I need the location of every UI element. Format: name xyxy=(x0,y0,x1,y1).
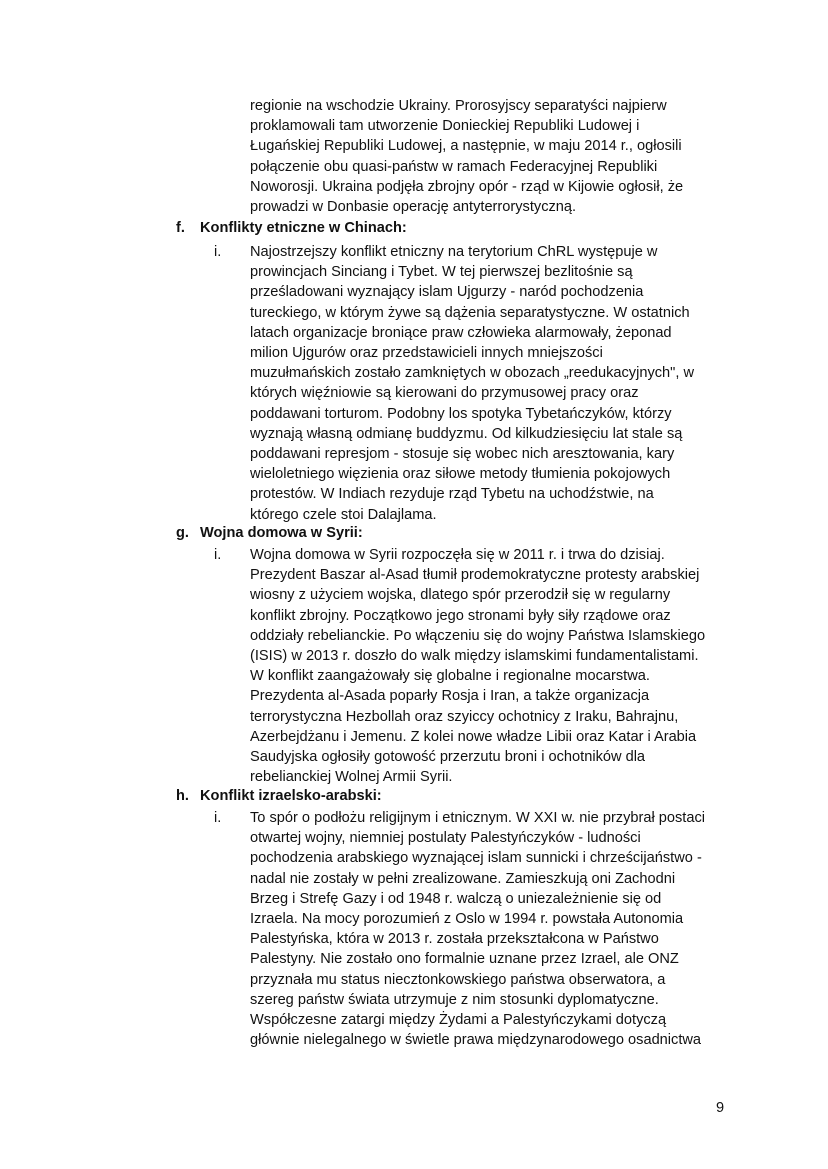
text-line: otwartej wojny, niemniej postulaty Palestyńczyków - ludności xyxy=(250,830,641,847)
continuation-paragraph xyxy=(250,96,740,217)
roman-numeral: i. xyxy=(214,810,222,826)
text-line: proklamowali tam utworzenie Donieckiej Republiki Ludowej i xyxy=(250,118,640,135)
text-line: Saudyjska ogłosiły gotowość przerzutu broni i ochotników dla xyxy=(250,749,646,766)
text-line: milion Ujgurów oraz przedstawicieli innych mniejszości xyxy=(250,345,603,362)
text-line: przyznała mu status niecztonkowskiego państwa obserwatora, a xyxy=(250,971,666,988)
text-line: wieloletniego więzienia oraz siłowe metody tłumienia pokojowych xyxy=(250,466,671,483)
section-f-paragraph xyxy=(214,242,744,525)
text-line: Brzeg i Strefę Gazy i od 1948 r. walczą o uniezależnienie się od xyxy=(250,890,662,907)
section-heading-g xyxy=(176,523,736,543)
text-line: protestów. W Indiach rezyduje rząd Tybetu na uchodźstwie, na xyxy=(250,486,654,503)
section-heading-f xyxy=(176,218,736,238)
text-line: Prezydent Baszar al-Asad tłumił prodemokratyczne protesty arabskiej xyxy=(250,567,700,584)
text-line: których więźniowie są kierowani do przymusowej pracy oraz xyxy=(250,385,639,402)
section-h-paragraph xyxy=(214,808,744,1050)
section-title: Wojna domowa w Syrii: xyxy=(200,525,363,541)
section-letter: f. xyxy=(176,220,185,236)
text-line: nadal nie zostały w pełni zrealizowane. Zamieszkują oni Zachodni xyxy=(250,870,676,887)
text-line: Izraela. Na mocy porozumień z Oslo w 1994 r. powstała Autonomia xyxy=(250,911,684,928)
text-line: poddawani torturom. Podobny los spotyka Tybetańczyków, którzy xyxy=(250,405,672,422)
roman-numeral: i. xyxy=(214,244,222,260)
text-line: oddziały rebelianckie. Po włączeniu się do wojny Państwa Islamskiego xyxy=(250,627,706,644)
text-line: poddawani represjom - stosuje się wobec nich aresztowania, kary xyxy=(250,446,675,463)
text-line: To spór o podłożu religijnym i etnicznym. W XXI w. nie przybrał postaci xyxy=(250,810,706,826)
section-title: Konflikty etniczne w Chinach: xyxy=(200,220,407,236)
text-line: latach organizacje broniące praw człowieka alarmowały, żeponad xyxy=(250,324,672,341)
text-line: Noworosji. Ukraina podjęła zbrojny opór - rząd w Kijowie ogłosił, że xyxy=(250,178,684,195)
text-line: pochodzenia arabskiego wyznającej islam sunnicki i chrześcijaństwo - xyxy=(250,850,702,867)
section-title: Konflikt izraelsko-arabski: xyxy=(200,788,382,804)
text-line: rebelianckiej Wolnej Armii Syrii. xyxy=(250,769,453,786)
text-line: którego czele stoi Dalajlama. xyxy=(250,506,437,523)
text-line: W konflikt zaangażowały się globalne i regionalne mocarstwa. xyxy=(250,668,650,685)
text-line: połączenie obu quasi-państw w ramach Federacyjnej Republiki xyxy=(250,158,658,175)
text-line: Azerbejdżanu i Jemenu. Z kolei nowe władze Libii oraz Katar i Arabia xyxy=(250,728,697,745)
text-line: prowincjach Sinciang i Tybet. W tej pierwszej bezlitośnie są xyxy=(250,264,633,281)
text-line: (ISIS) w 2013 r. doszło do walk między islamskimi fundamentalistami. xyxy=(250,648,699,665)
text-line: prześladowani wyznający islam Ujgurzy - naród pochodzenia xyxy=(250,284,644,301)
text-line: muzułmańskich zostało zamkniętych w obozach „reedukacyjnych", w xyxy=(250,365,694,382)
text-line: wiosny z użyciem wojska, dlatego spór przerodził się w regularny xyxy=(250,587,671,604)
text-line: prowadzi w Donbasie operację antyterrorystyczną. xyxy=(250,199,577,216)
roman-numeral: i. xyxy=(214,547,222,563)
text-line: tureckiego, w którym żywe są dążenia separatystyczne. W ostatnich xyxy=(250,304,690,321)
text-line: Palestyńska, która w 2013 r. została przekształcona w Państwo xyxy=(250,931,659,948)
text-line: konflikt zbrojny. Początkowo jego stronami były siły rządowe oraz xyxy=(250,607,671,624)
section-letter: g. xyxy=(176,525,189,541)
text-line: Palestyny. Nie zostało ono formalnie uznane przez Izrael, ale ONZ xyxy=(250,951,679,968)
section-g-paragraph xyxy=(214,545,744,787)
text-line: głównie nielegalnego w świetle prawa międzynarodowego osadnictwa xyxy=(250,1032,702,1049)
text-line: Ługańskiej Republiki Ludowej, a następnie, w maju 2014 r., ogłosili xyxy=(250,138,682,155)
text-line: wyznają własną odmianę buddyzmu. Od kilkudziesięciu lat stale są xyxy=(250,425,683,442)
section-letter: h. xyxy=(176,788,189,804)
section-heading-h xyxy=(176,786,736,806)
text-line: regionie na wschodzie Ukrainy. Prorosyjscy separatyści najpierw xyxy=(250,98,667,114)
text-line: terrorystyczna Hezbollah oraz szyiccy ochotnicy z Iraku, Bahrajnu, xyxy=(250,708,679,725)
text-line: Prezydenta al-Asada poparły Rosja i Iran, a także organizacja xyxy=(250,688,650,705)
text-line: Najostrzejszy konflikt etniczny na terytorium ChRL występuje w xyxy=(250,244,658,260)
text-line: szereg państw świata utrzymuje z nim stosunki dyplomatyczne. xyxy=(250,991,659,1008)
text-line: Współczesne zatargi między Żydami a Palestyńczykami dotyczą xyxy=(250,1012,667,1029)
text-line: Wojna domowa w Syrii rozpoczęła się w 2011 r. i trwa do dzisiaj. xyxy=(250,547,665,563)
page-number: 9 xyxy=(716,1100,725,1116)
